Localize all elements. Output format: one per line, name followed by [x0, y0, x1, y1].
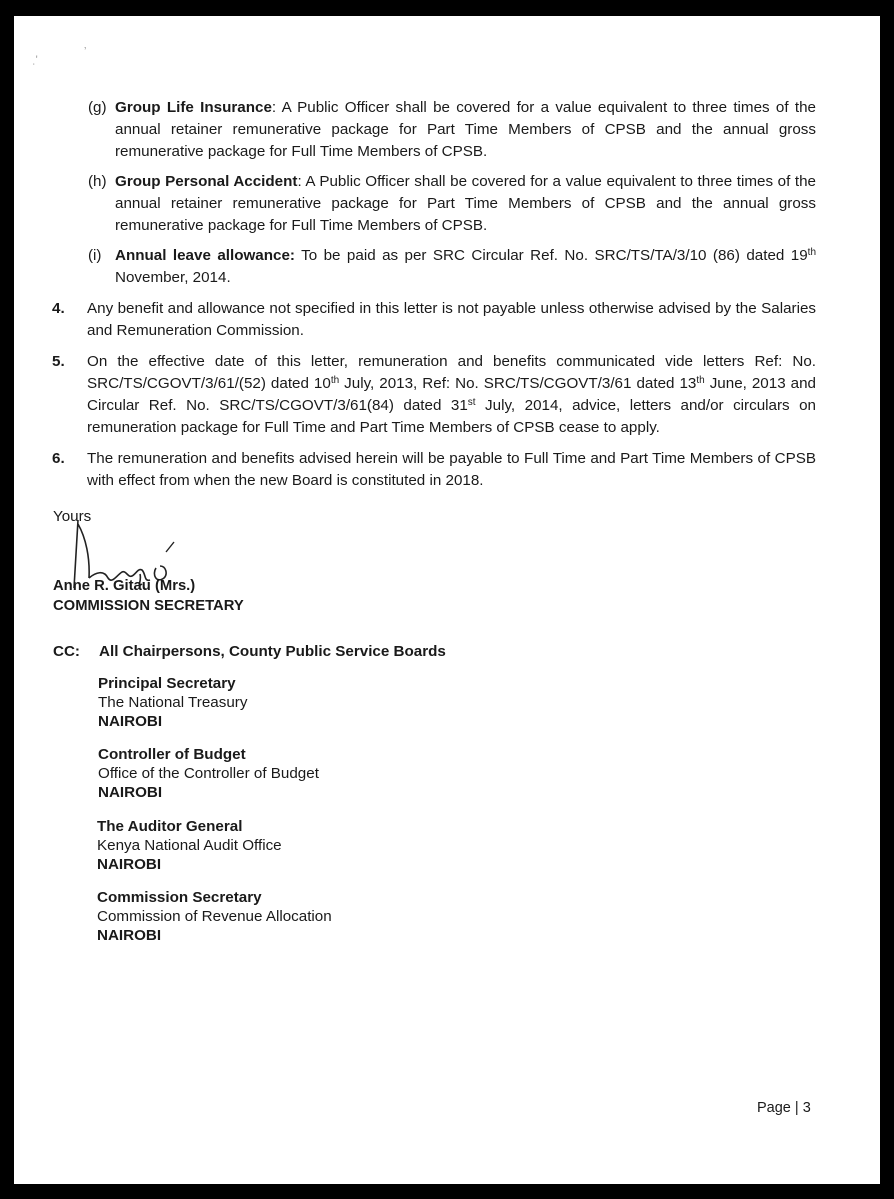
cc-recipient-title: The Auditor General — [97, 818, 243, 835]
signatory-title: COMMISSION SECRETARY — [53, 598, 244, 614]
sub-item-text: To be paid as per SRC Circular Ref. No. SRC/TS/TA/3/10 (86) dated 19 — [294, 247, 808, 264]
cc-recipient-city: NAIROBI — [97, 927, 162, 944]
cc-recipient-city: NAIROBI — [98, 784, 163, 801]
item-text: July, 2014, advice, letters and/or circulars on remuneration package for Full Time and Part Time Members of CPSB cease to apply. — [87, 397, 816, 436]
signatory-name: Anne R. Gitau (Mrs.) — [53, 578, 196, 594]
ordinal-suffix: th — [696, 375, 705, 386]
item-text: June, 2013 and Circular Ref. No. SRC/TS/CGOVT/3/61(84) dated 31 — [87, 375, 816, 414]
sub-item-text: : A Public Officer shall be covered for a value equivalent to three times of the annual retainer remunerative package for Part Time Members of CPSB and the annual gross remunerative package for Full Time Members of CPSB. — [115, 173, 816, 234]
item-5 — [52, 351, 816, 439]
cc-recipient-org: Kenya National Audit Office — [97, 837, 282, 854]
page-number: Page | 3 — [757, 1100, 811, 1116]
cc-label: CC: — [53, 643, 80, 660]
cc-recipient-org: Commission of Revenue Allocation — [97, 908, 332, 925]
sub-item-text: : A Public Officer shall be covered for a value equivalent to three times of the annual retainer remunerative package for Part Time Members of CPSB and the annual gross remunerative package for Full Time Members of CPSB. — [115, 99, 816, 160]
sub-item-label: (g) — [88, 99, 107, 116]
cc-recipient-city: NAIROBI — [98, 713, 163, 730]
item-number: 6. — [52, 450, 65, 467]
cc-recipient-org: Office of the Controller of Budget — [98, 765, 319, 782]
cc-recipient-org: The National Treasury — [98, 694, 248, 711]
sub-item-h — [88, 171, 816, 237]
cc-recipient-title: Principal Secretary — [98, 675, 236, 692]
item-4 — [52, 298, 816, 342]
sub-item-title: Group Personal Accident — [115, 173, 298, 190]
cc-first-recipient: All Chairpersons, County Public Service Boards — [99, 643, 446, 660]
sub-item-title: Annual leave allowance: — [115, 247, 295, 264]
item-text: Any benefit and allowance not specified in this letter is not payable unless otherwise advised by the Salaries and Remuneration Commission. — [87, 300, 816, 339]
cc-recipient-city: NAIROBI — [97, 856, 162, 873]
sub-item-label: (h) — [88, 173, 107, 190]
item-number: 5. — [52, 353, 65, 370]
item-text: July, 2013, Ref: No. SRC/TS/CGOVT/3/61 dated 13 — [339, 375, 697, 392]
item-6 — [52, 448, 816, 492]
sub-item-text: November, 2014. — [115, 269, 231, 286]
scan-mark-icon: ˌ' — [32, 54, 38, 66]
sub-item-title: Group Life Insurance — [115, 99, 272, 116]
sub-item-i — [88, 245, 816, 289]
item-text: On the effective date of this letter, remuneration and benefits communicated vide letters Ref: No. SRC/TS/CGOVT/3/61/(52) dated 10 — [87, 353, 816, 392]
sub-item-label: (i) — [88, 247, 102, 264]
sub-item-g — [88, 97, 816, 163]
ordinal-suffix: th — [330, 375, 340, 386]
closing-salutation: Yours — [53, 508, 92, 525]
item-text: The remuneration and benefits advised herein will be payable to Full Time and Part Time Members of CPSB with effect from when the new Board is constituted in 2018. — [87, 450, 816, 489]
ordinal-suffix: th — [807, 247, 817, 258]
cc-recipient-title: Controller of Budget — [98, 746, 246, 763]
item-number: 4. — [52, 300, 65, 317]
cc-recipient-title: Commission Secretary — [97, 889, 262, 906]
ordinal-suffix: st — [467, 397, 476, 408]
scan-mark-icon: ʼ — [84, 46, 87, 58]
